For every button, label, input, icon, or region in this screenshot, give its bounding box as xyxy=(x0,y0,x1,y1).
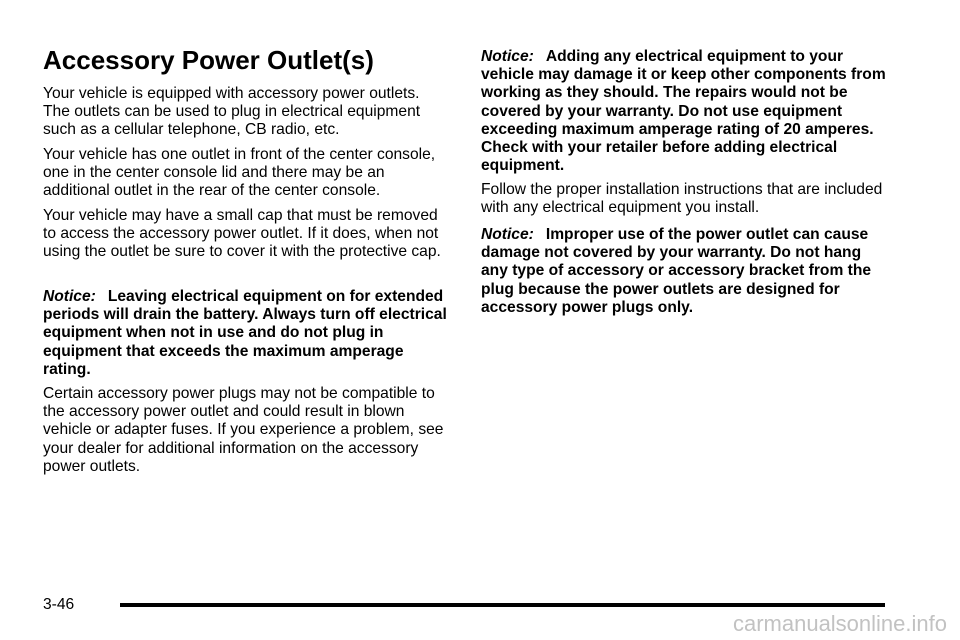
paragraph-installation xyxy=(481,181,891,217)
page-number: 3-46 xyxy=(43,596,75,613)
notice-label: Notice: xyxy=(481,226,534,243)
paragraph-intro xyxy=(43,85,448,140)
notice-label: Notice: xyxy=(43,288,96,305)
notice-battery-drain xyxy=(43,288,448,379)
footer-divider xyxy=(120,603,885,607)
paragraph-text: Your vehicle has one outlet in front of the center console, one in the center console lid and there may be an additional outlet in the rear of the center console. xyxy=(43,146,436,200)
watermark: carmanualsonline.info xyxy=(732,611,947,636)
section-title: Accessory Power Outlet(s) xyxy=(43,45,374,75)
paragraph-outlet-locations xyxy=(43,146,448,201)
notice-label: Notice: xyxy=(481,48,534,65)
paragraph-text: Follow the proper installation instructions that are included with any electrical equipment you install. xyxy=(481,181,883,217)
paragraph-protective-cap xyxy=(43,207,448,262)
notice-electrical-equipment xyxy=(481,48,891,175)
paragraph-text: Certain accessory power plugs may not be compatible to the accessory power outlet and could result in blown vehicle or adapter fuses. If you experience a problem, see your dealer for additional information on the accessory power outlets. xyxy=(43,385,444,475)
paragraph-text: Your vehicle is equipped with accessory power outlets. The outlets can be used to plug in electrical equipment such as a cellular telephone, CB radio, etc. xyxy=(43,85,421,139)
notice-text: Leaving electrical equipment on for extended periods will drain the battery. Always turn off electrical equipment when not in use and do not plug in equipment that exceeds the maximum amperage rating. xyxy=(43,288,447,378)
notice-improper-use xyxy=(481,226,891,317)
notice-text: Improper use of the power outlet can cause damage not covered by your warranty. Do not hang any type of accessory or accessory bracket from the plug because the power outlets are designed for accessory power plugs only. xyxy=(481,226,872,316)
notice-text: Adding any electrical equipment to your vehicle may damage it or keep other components from working as they should. The repairs would not be covered by your warranty. Do not use equipment exceeding maximum amperage rating of 20 amperes. Check with your retailer before adding electrical equipment. xyxy=(481,48,886,175)
paragraph-compatibility xyxy=(43,385,448,476)
paragraph-text: Your vehicle may have a small cap that must be removed to access the accessory power outlet. If it does, when not using the outlet be sure to cover it with the protective cap. xyxy=(43,207,441,261)
